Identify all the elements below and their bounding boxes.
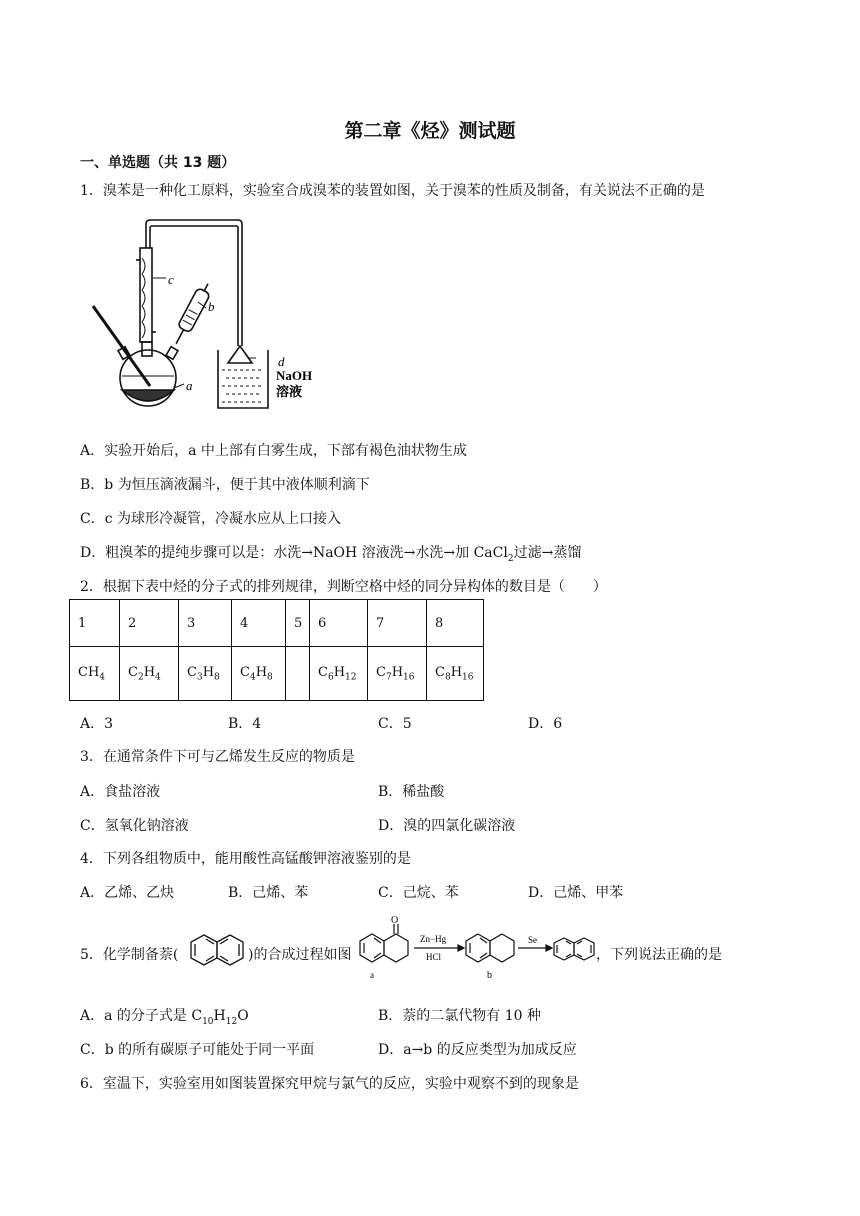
q3-option-b: B．稀盐酸 xyxy=(378,784,445,800)
naphthalene-structure-icon xyxy=(184,930,248,974)
q6-stem: 6．室温下，实验室用如图装置探究甲烷与氯气的反应，实验中观察不到的现象是 xyxy=(80,1076,579,1092)
table-cell: 1 xyxy=(70,600,120,647)
q5-stem-start: 5．化学制备萘( xyxy=(80,947,179,963)
table-cell: $C_6H_{12}$ xyxy=(310,647,368,701)
label-compound-a: a xyxy=(370,970,374,980)
q3-option-c: C．氢氧化钠溶液 xyxy=(80,818,189,834)
q1-option-a: A．实验开始后，a 中上部有白雾生成，下部有褐色油状物生成 xyxy=(80,443,467,459)
label-c: c xyxy=(168,272,174,287)
q4-stem: 4．下列各组物质中，能用酸性高锰酸钾溶液鉴别的是 xyxy=(80,851,411,867)
table-cell: 3 xyxy=(179,600,232,647)
table-cell: 4 xyxy=(232,600,286,647)
table-cell: $C_7H_{16}$ xyxy=(368,647,427,701)
reagent-zn-hg: Zn−Hg xyxy=(420,934,447,944)
q2-option-d: D．6 xyxy=(528,716,563,732)
table-cell: $CH_4$ xyxy=(70,647,120,701)
q4-option-a: A．乙烯、乙炔 xyxy=(80,885,175,901)
q2-option-b: B．4 xyxy=(228,716,262,732)
reagent-se: Se xyxy=(528,935,537,945)
q2-option-c: C．5 xyxy=(378,716,412,732)
table-cell: $C_4H_8$ xyxy=(232,647,286,701)
label-compound-b: b xyxy=(487,970,492,981)
label-d: d xyxy=(278,354,285,369)
section-heading: 一、单选题（共 13 题） xyxy=(80,155,236,171)
q4-option-b: B．己烯、苯 xyxy=(228,885,309,901)
table-cell: 6 xyxy=(310,600,368,647)
q1-stem: 1．溴苯是一种化工原料，实验室合成溴苯的装置如图，关于溴苯的性质及制备，有关说法不正确的是 xyxy=(80,183,705,199)
table-cell: $C_3H_8$ xyxy=(179,647,232,701)
label-b: b xyxy=(208,299,215,314)
q5-option-d: D．a→b 的反应类型为加成反应 xyxy=(378,1042,577,1058)
page-title: 第二章《烃》测试题 xyxy=(344,120,516,142)
table-cell: 5 xyxy=(286,600,310,647)
q3-option-d: D．溴的四氯化碳溶液 xyxy=(378,818,516,834)
table-cell: $C_2H_4$ xyxy=(120,647,179,701)
q2-option-a: A．3 xyxy=(80,716,114,732)
q5-stem-end: ，下列说法正确的是 xyxy=(596,947,722,963)
formula-table xyxy=(69,599,484,701)
q4-option-d: D．己烯、甲苯 xyxy=(528,885,624,901)
reagent-hcl: HCl xyxy=(426,952,442,962)
q1-option-b: B．b 为恒压滴液漏斗，便于其中液体顺利滴下 xyxy=(80,477,370,493)
q2-stem: 2．根据下表中烃的分子式的排列规律，判断空格中烃的同分异构体的数目是（ ） xyxy=(80,579,607,595)
table-cell-blank xyxy=(286,647,310,701)
table-cell: 2 xyxy=(120,600,179,647)
q1-option-c: C．c 为球形冷凝管，冷凝水应从上口接入 xyxy=(80,511,342,527)
q4-option-c: C．己烷、苯 xyxy=(378,885,459,901)
label-a: a xyxy=(186,378,193,393)
q1-option-d: D．粗溴苯的提纯步骤可以是：水洗→NaOH 溶液洗→水洗→加 CaCl$_2$过滤→蒸馏 xyxy=(80,545,582,564)
q3-stem: 3．在通常条件下可与乙烯发生反应的物质是 xyxy=(80,749,355,765)
q5-stem-middle: )的合成过程如图 xyxy=(248,947,352,963)
table-cell: $C_8H_{16}$ xyxy=(427,647,484,701)
label-naoh: NaOH xyxy=(276,368,313,383)
table-cell: 8 xyxy=(427,600,484,647)
table-cell: 7 xyxy=(368,600,427,647)
q3-option-a: A．食盐溶液 xyxy=(80,784,161,800)
q5-option-c: C．b 的所有碳原子可能处于同一平面 xyxy=(80,1042,315,1058)
q5-option-a: A．a 的分子式是 $C_{10}H_{12}O$ xyxy=(80,1008,249,1027)
carbonyl-o-label: O xyxy=(391,915,399,926)
q5-option-b: B．萘的二氯代物有 10 种 xyxy=(378,1008,542,1024)
synthesis-scheme-figure xyxy=(358,912,598,984)
bromobenzene-apparatus-figure xyxy=(88,218,388,413)
label-solution: 溶液 xyxy=(276,384,303,399)
